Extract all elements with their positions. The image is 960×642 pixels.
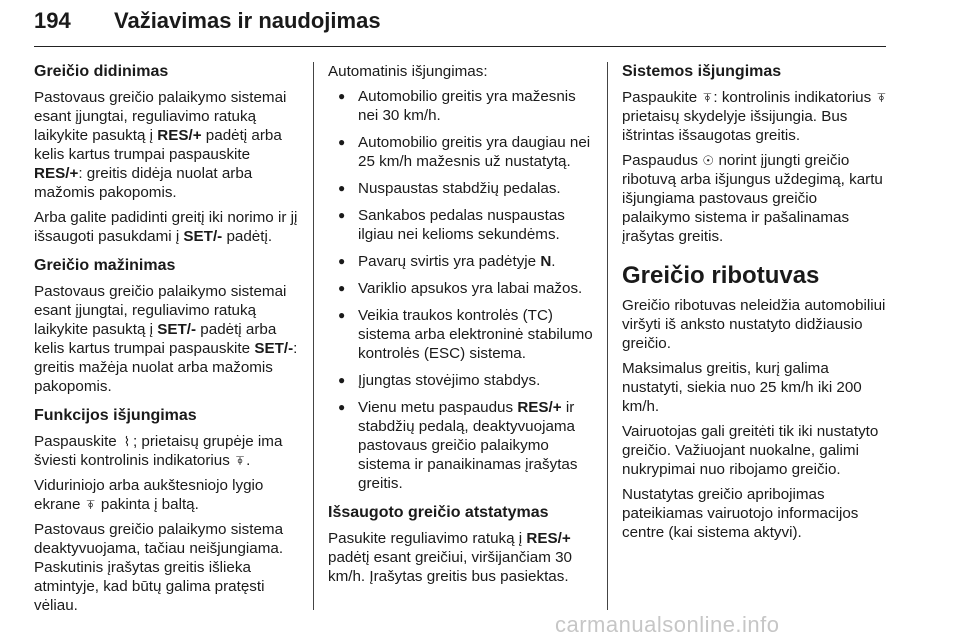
cruise-control-icon: ⍕ <box>877 90 886 105</box>
page-header <box>34 2 886 42</box>
paragraph-limiter-3: Vairuotojas gali greitėti tik iki nustatyto greičio. Važiuojant nuokalne, galimi nukrypimai nuo ribojamo greičio. <box>622 423 879 478</box>
list-item: ● Vienu metu paspaudus RES/+ ir stabdžių pedalą, deaktyvuojama pastovaus greičio palaikymo sistema ir panaikinamas įrašytas greitis. <box>328 398 594 493</box>
paragraph-off-1: Paspauskite ⌇ ; prietaisų grupėje ima šviesti kontrolinis indikatorius ⍕ . <box>34 433 283 469</box>
heading-restore-speed: Išsaugoto greičio atstatymas <box>328 504 549 521</box>
column-divider-2 <box>607 62 608 610</box>
speed-limiter-icon: ☉ <box>702 153 715 168</box>
column-1 <box>34 62 300 621</box>
cruise-control-icon: ⍕ <box>236 453 244 468</box>
list-item: ● Automobilio greitis yra mažesnis nei 30 km/h. <box>328 87 594 125</box>
column-3 <box>622 62 888 548</box>
paragraph-system-off-2: Paspaudus ☉ norint įjungti greičio ribotuvą arba išjungus uždegimą, kartu išjungiama pastovaus greičio palaikymo sistema ir pašalinamas įrašytas greitis. <box>622 152 883 245</box>
auto-off-list <box>328 87 594 493</box>
column-divider-1 <box>313 62 314 610</box>
paragraph-limiter-2: Maksimalus greitis, kurį galima nustatyti, siekia nuo 25 km/h iki 200 km/h. <box>622 360 862 415</box>
chapter-title: Važiavimas ir naudojimas <box>114 8 381 33</box>
watermark: carmanualsonline.info <box>555 612 780 637</box>
page-number: 194 <box>34 8 71 33</box>
list-item: ● Nuspaustas stabdžių pedalas. <box>328 179 594 198</box>
column-2 <box>328 62 594 592</box>
heading-system-off: Sistemos išjungimas <box>622 63 782 80</box>
list-item: ● Įjungtas stovėjimo stabdys. <box>328 371 594 390</box>
heading-speed-limiter: Greičio ribotuvas <box>622 262 820 289</box>
paragraph-limiter-1: Greičio ribotuvas neleidžia automobiliui viršyti iš anksto nustatyto didžiausio greičio. <box>622 297 886 352</box>
paragraph-system-off-1: Paspaukite ⍕ : kontrolinis indikatorius ⍕ prietaisų skydelyje išsijungia. Bus ištrintas išsaugotas greitis. <box>622 88 888 145</box>
heading-speed-decrease: Greičio mažinimas <box>34 257 176 274</box>
header-divider <box>34 46 886 47</box>
paragraph-increase-1: Pastovaus greičio palaikymo sistemai esant įjungtai, reguliavimo ratuką laikykite pasuktą į RES/+ padėtį arba kelis kartus trumpai paspauskite RES/+: greitis didėja nuolat arba mažomis pakopomis. <box>34 89 287 201</box>
paragraph-off-3: Pastovaus greičio palaikymo sistema deaktyvuojama, tačiau neišjungiama. Paskutinis įrašytas greitis išlieka atmintyje, kad būtų galima pratęsti vėliau. <box>34 521 284 614</box>
paragraph-decrease: Pastovaus greičio palaikymo sistemai esant įjungtai, reguliavimo ratuką laikykite pasuktą į SET/- padėtį arba kelis kartus trumpai paspauskite SET/-: greitis mažėja nuolat arba mažomis pakopomis. <box>34 283 298 395</box>
cruise-control-icon: ⍕ <box>703 90 712 105</box>
list-item: ● Automobilio greitis yra daugiau nei 25 km/h mažesnis už nustatytą. <box>328 133 594 171</box>
cruise-control-icon: ⍕ <box>86 497 95 512</box>
list-item: ● Sankabos pedalas nuspaustas ilgiau nei kelioms sekundėms. <box>328 206 594 244</box>
cruise-pause-icon: ⌇ <box>123 434 131 449</box>
heading-function-off: Funkcijos išjungimas <box>34 407 197 424</box>
list-item: ● Veikia traukos kontrolės (TC) sistema arba elektroninė stabilumo kontrolės (ESC) sistema. <box>328 306 594 363</box>
paragraph-limiter-4: Nustatytas greičio apribojimas pateikiamas vairuotojo informacijos centre (kai sistema aktyvi). <box>622 486 859 541</box>
heading-speed-increase: Greičio didinimas <box>34 63 169 80</box>
list-item: ● Variklio apsukos yra labai mažos. <box>328 279 594 298</box>
paragraph-restore: Pasukite reguliavimo ratuką į RES/+ padėtį esant greičiui, viršijančiam 30 km/h. Įrašytas greitis bus pasiektas. <box>328 530 572 585</box>
paragraph-off-2: Viduriniojo arba aukštesniojo lygio ekrane ⍕ pakinta į baltą. <box>34 477 264 513</box>
paragraph-increase-2: Arba galite padidinti greitį iki norimo ir jį išsaugoti pasukdami į SET/- padėtį. <box>34 209 298 245</box>
list-item: ● Pavarų svirtis yra padėtyje N. <box>328 252 594 271</box>
auto-off-intro: Automatinis išjungimas: <box>328 63 488 80</box>
